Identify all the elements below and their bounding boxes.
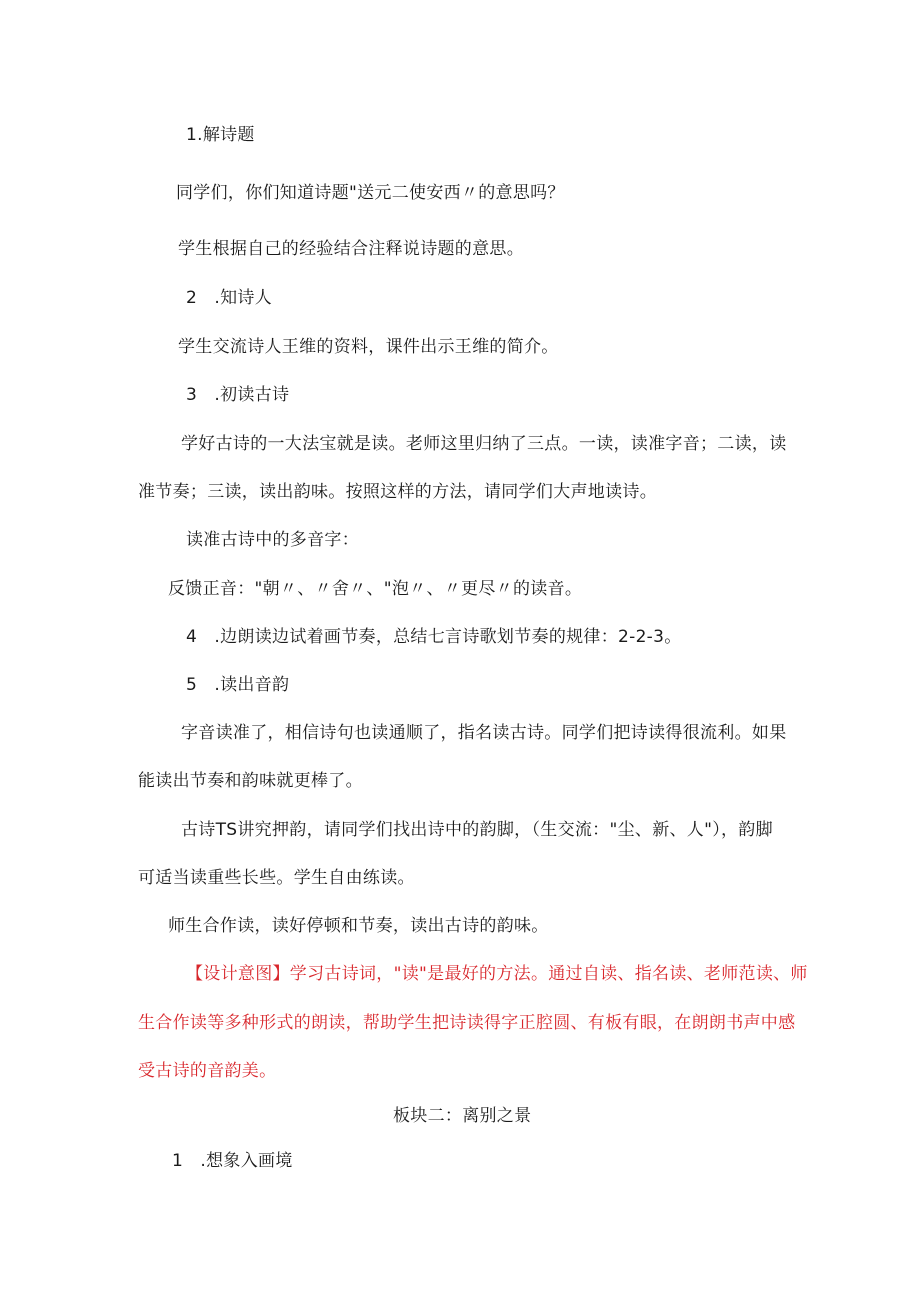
design-intent-line: 生合作读等多种形式的朗读，帮助学生把诗读得字正腔圆、有板有眼，在朗朗书声中感	[138, 1013, 796, 1033]
line-heading-4: 4 .边朗读边试着画节奏，总结七言诗歌划节奏的规律：2-2-3。	[186, 627, 682, 647]
line-heading-5: 5 .读出音韵	[186, 675, 290, 695]
line-heading-1: 1 .想象入画境	[172, 1151, 293, 1171]
line-paragraph: 学生交流诗人王维的资料，课件出示王维的简介。	[178, 337, 559, 357]
line-paragraph: 能读出节奏和韵味就更棒了。	[138, 771, 363, 791]
line-paragraph: 可适当读重些长些。学生自由练读。	[138, 868, 415, 888]
line-paragraph: 学生根据自己的经验结合注释说诗题的意思。	[178, 239, 524, 259]
line-heading-3: 3 .初读古诗	[186, 385, 290, 405]
line-heading-1: 1.解诗题	[186, 125, 255, 145]
line-heading-2: 2 .知诗人	[186, 288, 273, 308]
line-paragraph: 学好古诗的一大法宝就是读。老师这里归纳了三点。一读，读准字音；二读，读	[181, 434, 787, 454]
line-paragraph: 读准古诗中的多音字：	[186, 530, 359, 550]
line-paragraph: 反馈正音："朝〃、〃舍〃、"泡〃、〃更尽〃的读音。	[168, 579, 583, 599]
line-paragraph: 古诗TS讲究押韵，请同学们找出诗中的韵脚，（生交流："尘、新、人"），韵脚	[181, 820, 773, 840]
line-paragraph: 准节奏；三读，读出韵味。按照这样的方法，请同学们大声地读诗。	[138, 482, 657, 502]
design-intent-line: 受古诗的音韵美。	[138, 1061, 277, 1081]
section-title: 板块二：离别之景	[393, 1106, 532, 1126]
line-paragraph: 师生合作读，读好停顿和节奏，读出古诗的韵味。	[168, 916, 549, 936]
line-paragraph: 字音读准了，相信诗句也读通顺了，指名读古诗。同学们把诗读得很流利。如果	[181, 723, 787, 743]
design-intent-line: 【设计意图】学习古诗词，"读"是最好的方法。通过自读、指名读、老师范读、师	[186, 964, 808, 984]
line-paragraph: 同学们，你们知道诗题"送元二使安西〃的意思吗？	[176, 183, 565, 203]
